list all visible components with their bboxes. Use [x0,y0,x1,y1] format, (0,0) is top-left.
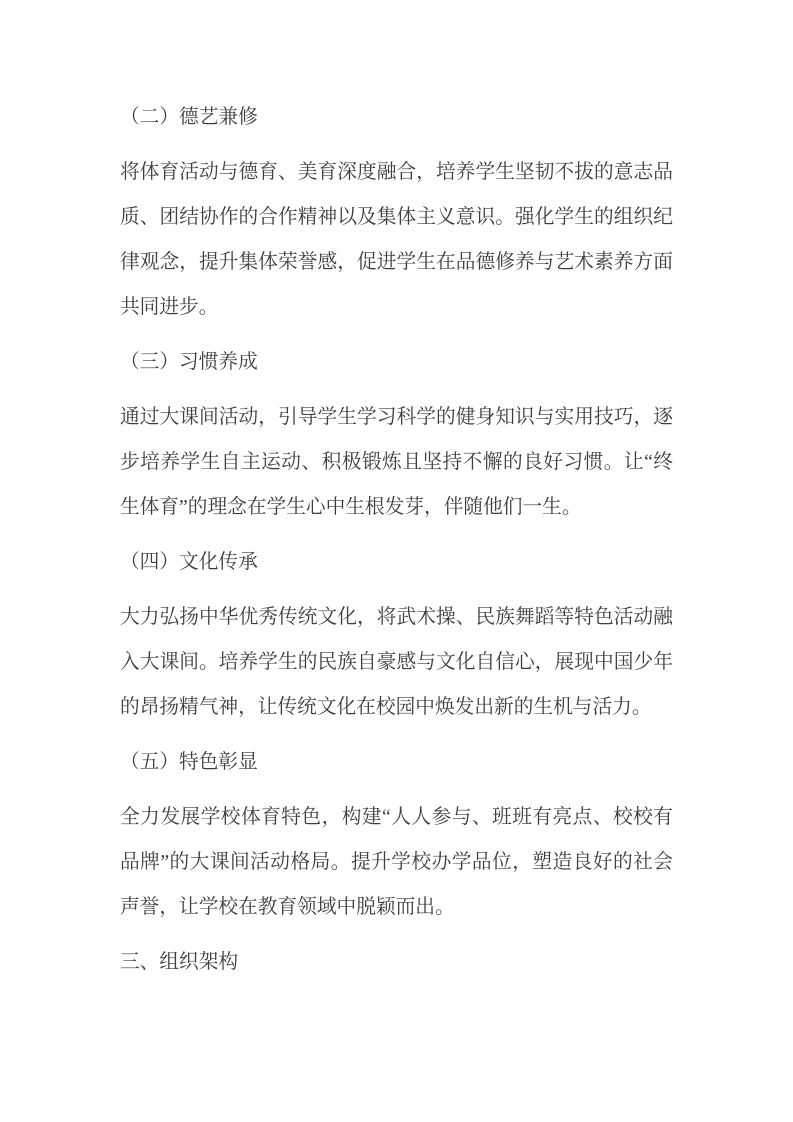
section-heading-te-se-zhang-xian: （五）特色彰显 [120,751,258,773]
section-heading-de-yi-jian-xiu: （二）德艺兼修 [120,106,258,128]
section-heading-zu-zhi-jia-gou: 三、组织架构 [120,951,239,973]
paragraph-xi-guan-yang-cheng-body: 通过大课间活动，引导学生学习科学的健身知识与实用技巧，逐步培养学生自主运动、积极锻炼且坚持不懈的良好习惯。让“终生体育”的理念在学生心中生根发芽，伴随他们一生。 [120,406,673,518]
paragraph-de-yi-jian-xiu-body: 将体育活动与德育、美育深度融合，培养学生坚韧不拔的意志品质、团结协作的合作精神以及集体主义意识。强化学生的组织纪律观念，提升集体荣誉感，促进学生在品德修养与艺术素养方面共同进步。 [120,161,673,318]
section-heading-wen-hua-chuan-cheng: （四）文化传承 [120,551,258,573]
paragraph-wen-hua-chuan-cheng-body: 大力弘扬中华优秀传统文化，将武术操、民族舞蹈等特色活动融入大课间。培养学生的民族自豪感与文化自信心，展现中国少年的昂扬精气神，让传统文化在校园中焕发出新的生机与活力。 [120,606,673,718]
section-heading-xi-guan-yang-cheng: （三）习惯养成 [120,351,258,373]
paragraph-te-se-zhang-xian-body: 全力发展学校体育特色，构建“人人参与、班班有亮点、校校有品牌”的大课间活动格局。提升学校办学品位，塑造良好的社会声誉，让学校在教育领域中脱颖而出。 [120,806,673,918]
